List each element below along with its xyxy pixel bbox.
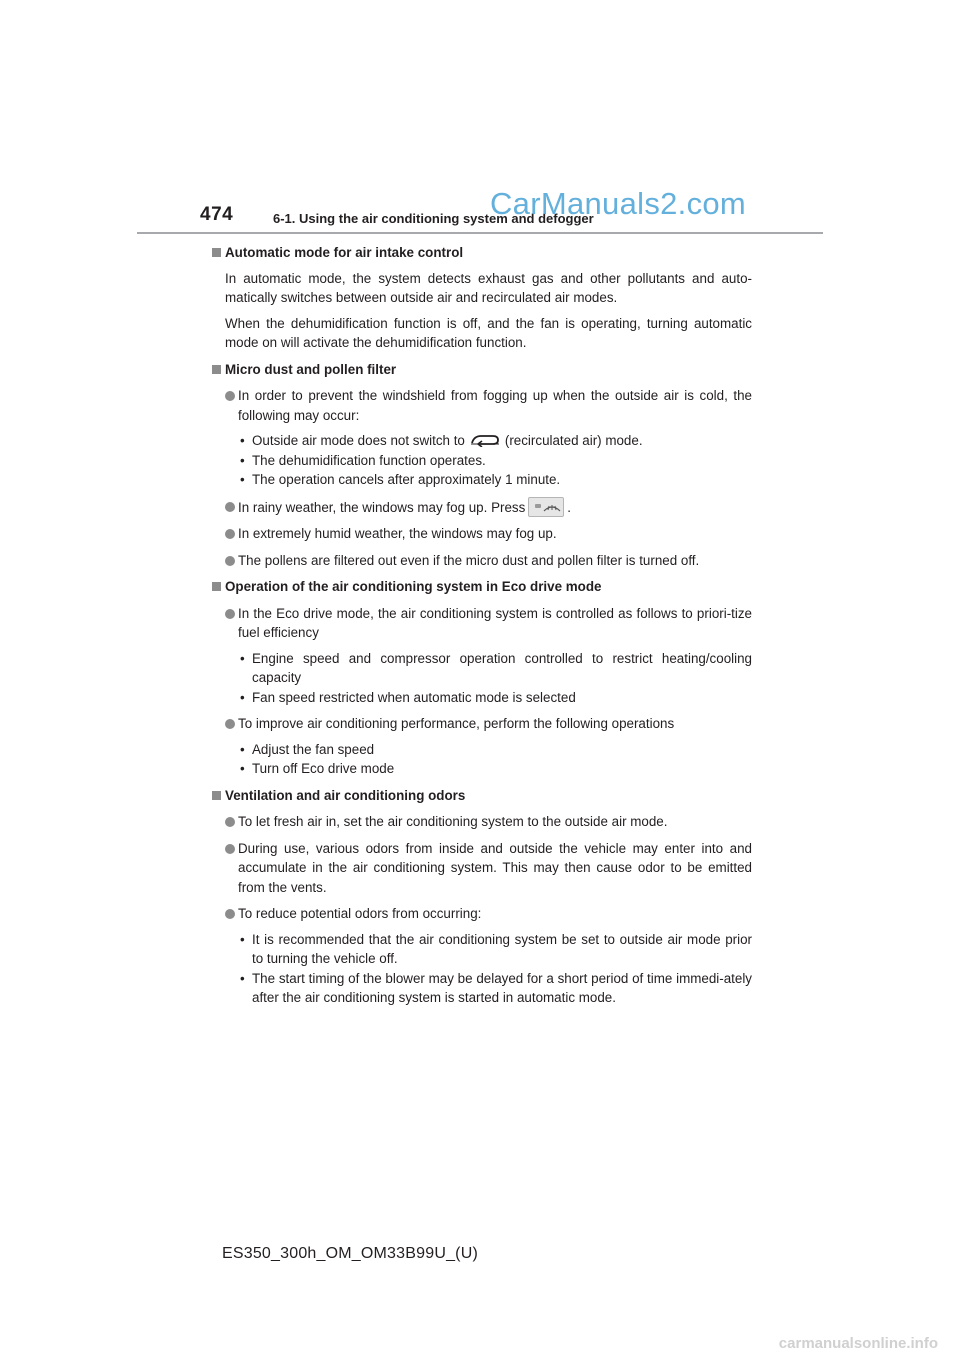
section-heading: Ventilation and air conditioning odors — [212, 786, 752, 806]
section-heading: Operation of the air conditioning system in Eco drive mode — [212, 577, 752, 597]
list-item: To improve air conditioning performance, perform the following operations — [212, 714, 752, 734]
sub-list — [212, 649, 752, 708]
list-item: In rainy weather, the windows may fog up. Press . — [212, 497, 752, 518]
page-number: 474 — [200, 204, 234, 225]
site-watermark: carmanualsonline.info — [778, 1335, 938, 1352]
paragraph: When the dehumidification function is off, and the fan is operating, turning automatic mode on will activate the dehumidification function. — [225, 315, 752, 350]
sub-list — [212, 740, 752, 779]
recirculated-air-icon — [469, 433, 501, 447]
list-item: To let fresh air in, set the air conditioning system to the outside air mode. — [212, 812, 752, 832]
round-bullet-icon — [225, 391, 235, 401]
list-item: In order to prevent the windshield from fogging up when the outside air is cold, the following may occur: — [212, 386, 752, 425]
section-heading: Automatic mode for air intake control — [212, 243, 752, 263]
header-divider — [137, 232, 823, 234]
section-heading: Micro dust and pollen filter — [212, 360, 752, 380]
list-item: To reduce potential odors from occurring: — [212, 904, 752, 924]
sub-list-item: • The dehumidification function operates. — [240, 452, 486, 468]
round-bullet-icon — [225, 529, 235, 539]
sub-list-item: • Engine speed and compressor operation controlled to restrict heating/cooling capacity — [240, 650, 752, 685]
round-bullet-icon — [225, 909, 235, 919]
sub-list-item: • Adjust the fan speed — [240, 741, 375, 757]
sub-list-item: • The operation cancels after approximately 1 minute. — [240, 472, 561, 487]
sub-list-item: • It is recommended that the air conditioning system be set to outside air mode prior to turning the vehicle off. — [240, 931, 752, 966]
sub-list-item: • Fan speed restricted when automatic mode is selected — [240, 689, 576, 705]
round-bullet-icon — [225, 502, 235, 512]
square-bullet-icon — [212, 248, 221, 257]
square-bullet-icon — [212, 582, 221, 591]
round-bullet-icon — [225, 609, 235, 619]
sub-list — [212, 431, 752, 490]
sub-list — [212, 930, 752, 1008]
manual-code: ES350_300h_OM_OM33B99U_(U) — [221, 1245, 478, 1262]
sub-list-item: • Turn off Eco drive mode — [240, 761, 395, 776]
sub-list-item: • The start timing of the blower may be delayed for a short period of time immedi-ately after the air conditioning system is started in automatic mode. — [240, 970, 752, 1005]
round-bullet-icon — [225, 817, 235, 827]
page-content — [212, 243, 752, 1008]
list-item: In extremely humid weather, the windows may fog up. — [212, 524, 752, 544]
square-bullet-icon — [212, 365, 221, 374]
list-item: During use, various odors from inside and outside the vehicle may enter into and accumulate in the air conditioning system. This may then cause odor to be emitted from the vents. — [212, 839, 752, 898]
section-title: 6-1. Using the air conditioning system and defogger — [273, 211, 594, 226]
list-item: In the Eco drive mode, the air conditioning system is controlled as follows to priori-tize fuel efficiency — [212, 604, 752, 643]
watermark-logo: CarManuals2.com — [490, 186, 747, 221]
windshield-defogger-button-icon — [528, 497, 564, 517]
square-bullet-icon — [212, 791, 221, 800]
round-bullet-icon — [225, 844, 235, 854]
round-bullet-icon — [225, 719, 235, 729]
sub-list-item: • Outside air mode does not switch to (recirculated air) mode. — [240, 433, 643, 448]
paragraph: In automatic mode, the system detects exhaust gas and other pollutants and auto-matically switches between outside air and recirculated air modes. — [225, 270, 752, 305]
list-item: The pollens are filtered out even if the micro dust and pollen filter is turned off. — [212, 551, 752, 571]
round-bullet-icon — [225, 556, 235, 566]
